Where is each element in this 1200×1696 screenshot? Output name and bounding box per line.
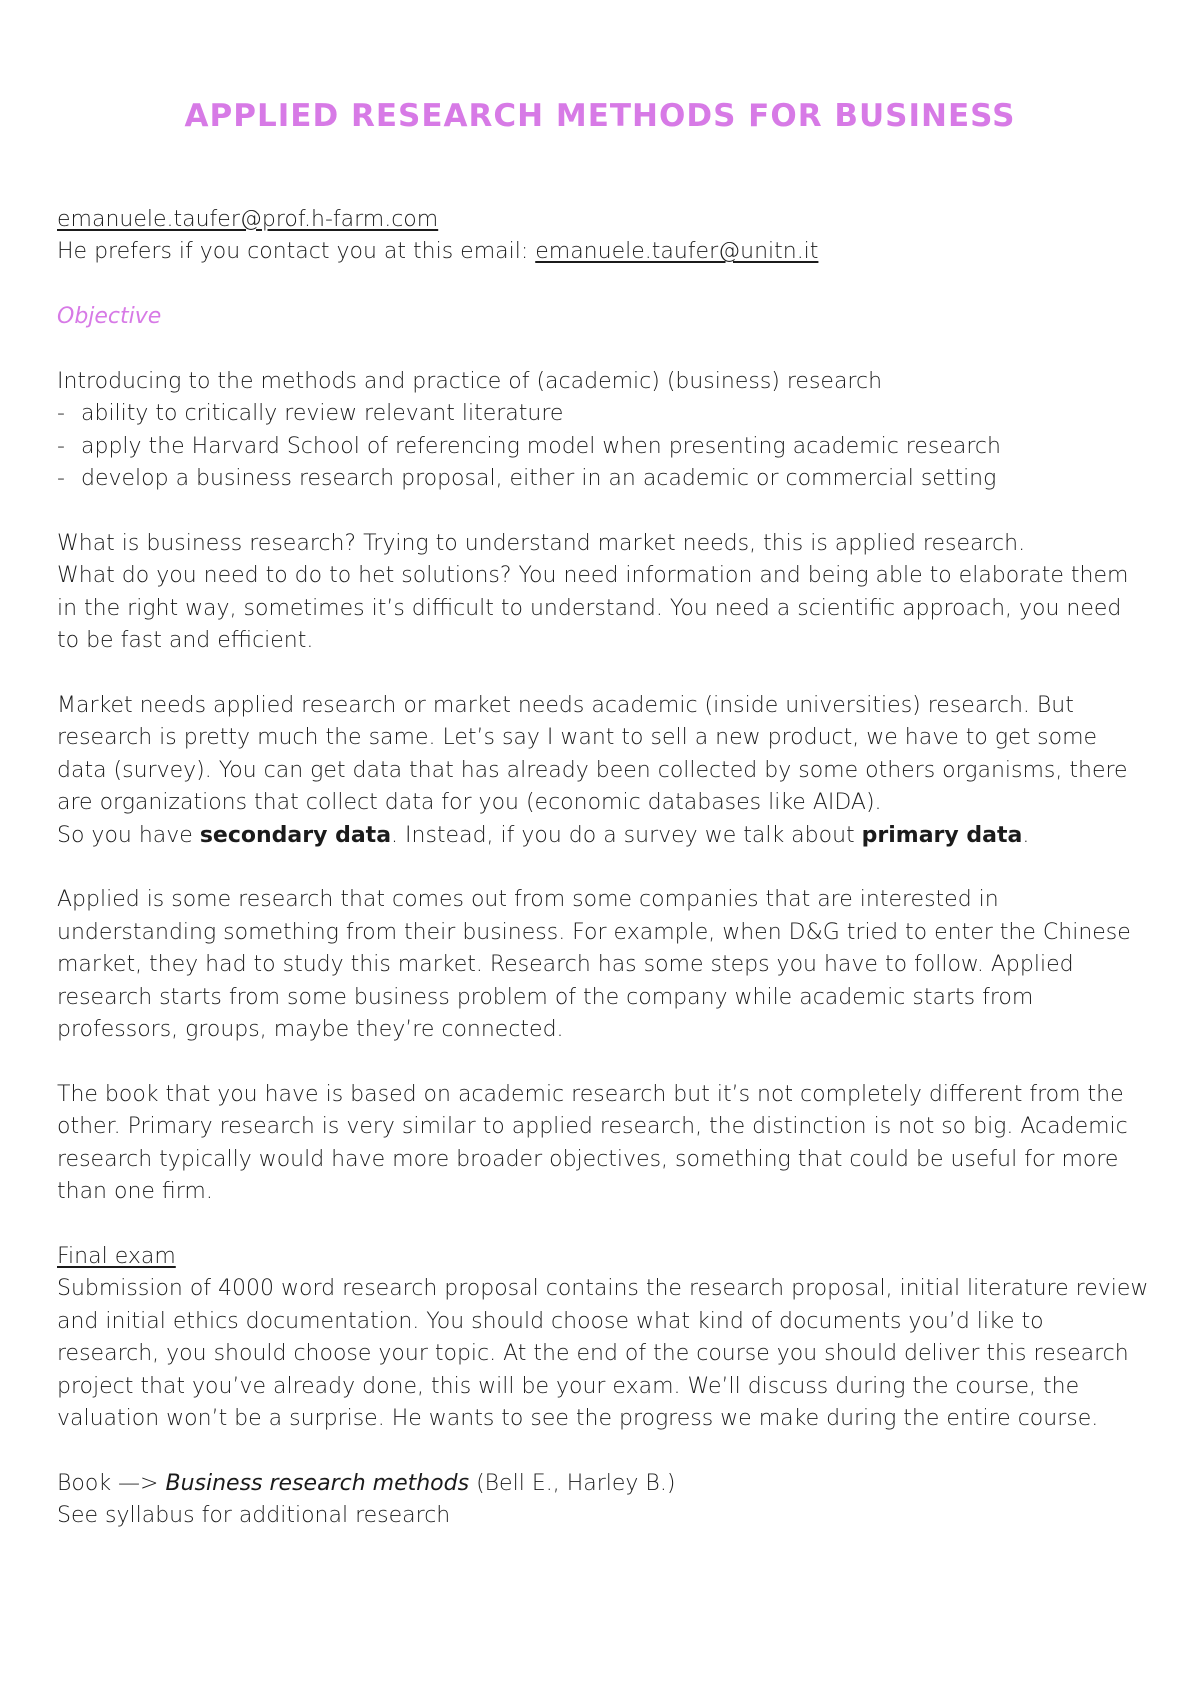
document-body	[57, 204, 1150, 1533]
term-secondary-data: secondary data	[199, 822, 392, 848]
page-title: APPLIED RESEARCH METHODS FOR BUSINESS	[184, 98, 1016, 134]
list-item: - apply the Harvard School of referencing model when presenting academic research	[57, 431, 1150, 463]
dash-marker: -	[57, 433, 65, 459]
book-reference: Book —> Business research methods (Bell E., Harley B.)	[57, 1470, 676, 1496]
contact-line-1	[57, 204, 1150, 236]
objective-list	[57, 398, 1150, 495]
email-link-secondary[interactable]: emanuele.taufer@unitn.it	[535, 239, 819, 265]
book-title: Business research methods	[165, 1470, 470, 1496]
syllabus-note: See syllabus for additional research	[57, 1503, 451, 1529]
list-item: - develop a business research proposal, either in an academic or commercial setting	[57, 463, 1150, 495]
email-link-primary[interactable]: emanuele.taufer@prof.h-farm.com	[57, 207, 439, 232]
paragraph-business-research-2: What do you need to do to het solutions? You need information and being able to elaborate them in the right way, sometimes it’s difficult to understand. You need a scientific approach, you need to be fast and efficient.	[57, 563, 1129, 654]
paragraph-market-needs: Market needs applied research or market needs academic (inside universities) research. But research is pretty much the same. Let’s say I want to sell a new product, we have to get some data (survey). You can get data that has already been collected by some others organisms, there are organizations that collect data for you (economic databases like AIDA).	[57, 693, 1128, 816]
contact-prefer-text: He prefers if you contact you at this email:	[57, 239, 536, 265]
objective-heading: Objective	[57, 304, 162, 330]
final-exam-heading: Final exam	[57, 1243, 176, 1269]
contact-line-2	[57, 236, 1150, 268]
paragraph-applied-research: Applied is some research that comes out from some companies that are interested in understanding something from their business. For example, when D&G tried to enter the Chinese market, they had to study this market. Research has some steps you have to follow. Applied research starts from some business problem of the company while academic starts from professors, groups, maybe they’re connected.	[57, 887, 1131, 1043]
paragraph-business-research-1: What is business research? Trying to understand market needs, this is applied research.	[57, 531, 1026, 557]
list-item: - ability to critically review relevant literature	[57, 398, 1150, 430]
term-primary-data: primary data	[861, 822, 1023, 848]
dash-marker: -	[57, 466, 65, 492]
intro-text: Introducing to the methods and practice of (academic) (business) research	[57, 369, 883, 394]
dash-marker: -	[57, 401, 65, 427]
paragraph-academic-research: The book that you have is based on academic research but it’s not completely different from the other. Primary research is very similar to applied research, the distinction is not so big. Academic research typically would have more broader objectives, something that could be useful for more than one firm.	[57, 1081, 1128, 1205]
paragraph-data-types: So you have secondary data. Instead, if you do a survey we talk about primary data.	[57, 822, 1030, 848]
final-exam-text: Submission of 4000 word research proposal contains the research proposal, initial literature review and initial ethics documentation. You should choose what kind of documents you’d like to research, you should choose your topic. At the end of the course you should deliver this research project that you’ve already done, this will be your exam. We’ll discuss during the course, the valuation won’t be a surprise. He wants to see the progress we make during the entire course.	[57, 1276, 1149, 1431]
